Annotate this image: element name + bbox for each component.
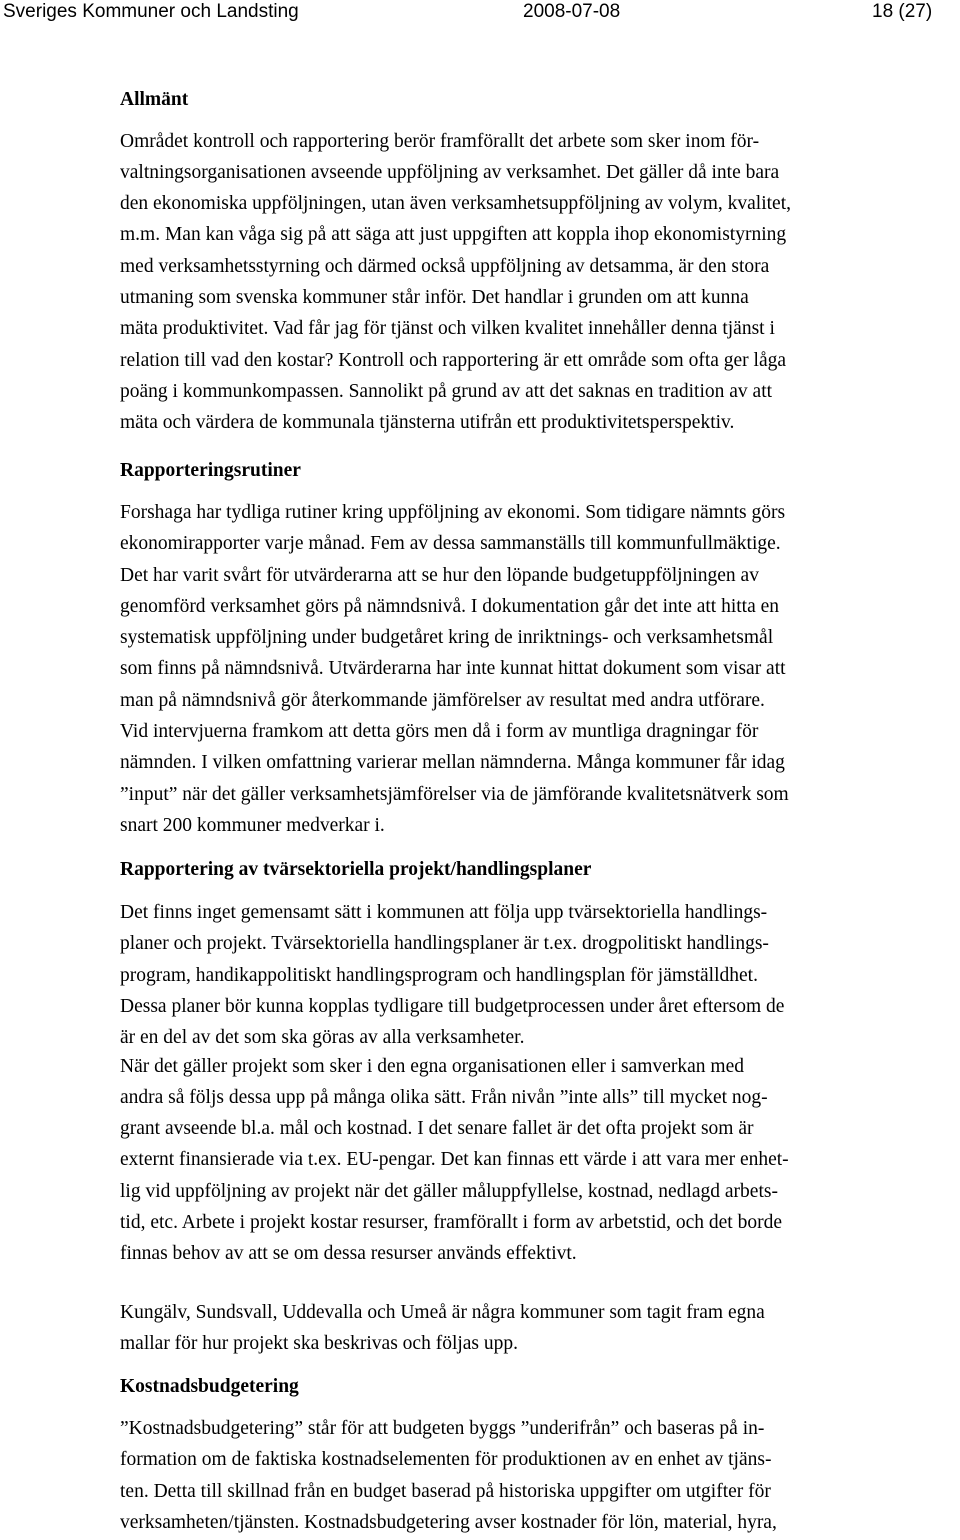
section-heading: Kostnadsbudgetering bbox=[120, 1376, 299, 1397]
text-line: med verksamhetsstyrning och därmed också uppföljning av detsamma, är den stora bbox=[120, 255, 770, 277]
text-line: När det gäller projekt som sker i den egna organisationen eller i samverkan med bbox=[120, 1055, 744, 1077]
text-line: poäng i kommunkompassen. Sannolikt på grund av att det saknas en tradition av att bbox=[120, 380, 773, 402]
header-date: 2008-07-08 bbox=[523, 1, 621, 22]
section-heading: Allmänt bbox=[120, 89, 189, 110]
text-line: finnas behov av att se om dessa resurser används effektivt. bbox=[120, 1243, 577, 1265]
page-header bbox=[0, 0, 960, 28]
text-line: verksamheten/tjänsten. Kostnadsbudgetering avser kostnader för lön, material, hyra, bbox=[120, 1511, 777, 1533]
text-line: program, handikappolitiskt handlingsprogram och handlingsplan för jämställdhet. bbox=[120, 964, 758, 986]
text-line: Det finns inget gemensamt sätt i kommunen att följa upp tvärsektoriella handlings- bbox=[120, 902, 768, 923]
text-line: Kungälv, Sundsvall, Uddevalla och Umeå är några kommuner som tagit fram egna bbox=[120, 1302, 765, 1323]
paragraph bbox=[120, 897, 784, 1053]
text-line: Forshaga har tydliga rutiner kring uppföljning av ekonomi. Som tidigare nämnts görs bbox=[120, 502, 786, 523]
text-line: genomförd verksamhet görs på nämndsnivå. I dokumentation går det inte att hitta en bbox=[120, 595, 780, 617]
text-line: andra så följs dessa upp på många olika sätt. Från nivån ”inte alls” till mycket nog- bbox=[120, 1086, 768, 1108]
paragraph bbox=[120, 1051, 789, 1270]
text-line: ten. Detta till skillnad från en budget baserad på historiska uppgifter om utgifter för bbox=[120, 1480, 771, 1502]
text-line: formation om de faktiska kostnadselementen för produktionen av en enhet av tjäns- bbox=[120, 1449, 772, 1471]
text-line: Området kontroll och rapportering berör framförallt det arbete som sker inom för- bbox=[120, 130, 760, 152]
text-line: Vid intervjuerna framkom att detta görs men då i form av muntliga dragningar för bbox=[120, 721, 759, 743]
text-line: är en del av det som ska göras av alla verksamheter. bbox=[120, 1027, 525, 1049]
text-line: man på nämndsnivå gör återkommande jämförelser av resultat med andra utförare. bbox=[120, 689, 765, 711]
paragraph bbox=[120, 497, 789, 841]
text-line: utmaning som svenska kommuner står inför. Det handlar i grunden om att kunna bbox=[120, 287, 749, 309]
text-line: planer och projekt. Tvärsektoriella handlingsplaner är t.ex. drogpolitiskt handlings- bbox=[120, 933, 769, 955]
header-organization: Sveriges Kommuner och Landsting bbox=[3, 1, 299, 22]
text-line: mallar för hur projekt ska beskrivas och följas upp. bbox=[120, 1333, 519, 1355]
text-line: Dessa planer bör kunna kopplas tydligare till budgetprocessen under året eftersom de bbox=[120, 995, 785, 1017]
text-line: ekonomirapporter varje månad. Fem av dessa sammanställs till kommunfullmäktige. bbox=[120, 533, 781, 555]
section-heading: Rapporteringsrutiner bbox=[120, 460, 301, 481]
text-line: ”Kostnadsbudgetering” står för att budgeten byggs ”underifrån” och baseras på in- bbox=[120, 1418, 765, 1439]
text-line: externt finansierade via t.ex. EU-pengar. Det kan finnas ett värde i att vara mer enhet- bbox=[120, 1149, 789, 1171]
text-line: valtningsorganisationen avseende uppföljning av verksamhet. Det gäller då inte bara bbox=[120, 161, 780, 183]
text-line: nämnden. I vilken omfattning varierar mellan nämnderna. Många kommuner får idag bbox=[120, 752, 785, 774]
text-line: m.m. Man kan våga sig på att säga att just uppgiften att koppla ihop ekonomistyrning bbox=[120, 224, 787, 246]
text-line: tid, etc. Arbete i projekt kostar resurser, framförallt i form av arbetstid, och det borde bbox=[120, 1211, 782, 1233]
text-line: mäta produktivitet. Vad får jag för tjänst och vilken kvalitet innehåller denna tjänst i bbox=[120, 318, 775, 340]
section-heading: Rapportering av tvärsektoriella projekt/handlingsplaner bbox=[120, 859, 592, 880]
text-line: den ekonomiska uppföljningen, utan även verksamhetsuppföljning av volym, kvalitet, bbox=[120, 193, 791, 215]
text-line: systematisk uppföljning under budgetåret kring de inriktnings- och verksamhetsmål bbox=[120, 627, 774, 649]
paragraph bbox=[120, 126, 791, 439]
text-line: relation till vad den kostar? Kontroll och rapportering är ett område som ofta ger låga bbox=[120, 349, 787, 371]
text-line: lig vid uppföljning av projekt när det gäller måluppfyllelse, kostnad, nedlagd arbets- bbox=[120, 1180, 778, 1202]
paragraph bbox=[120, 1413, 777, 1538]
text-line: snart 200 kommuner medverkar i. bbox=[120, 814, 385, 836]
header-page-number: 18 (27) bbox=[872, 1, 933, 22]
text-line: grant avseende bl.a. mål och kostnad. I det senare fallet är det ofta projekt som är bbox=[120, 1118, 754, 1140]
paragraph bbox=[120, 1297, 765, 1360]
text-line: som finns på nämndsnivå. Utvärderarna har inte kunnat hittat dokument som visar att bbox=[120, 658, 786, 680]
text-line: Det har varit svårt för utvärderarna att se hur den löpande budgetuppföljningen av bbox=[120, 564, 759, 586]
text-line: ”input” när det gäller verksamhetsjämförelser via de jämförande kvalitetsnätverk som bbox=[120, 783, 789, 805]
text-line: mäta och värdera de kommunala tjänsterna utifrån ett produktivitetsperspektiv. bbox=[120, 412, 735, 434]
